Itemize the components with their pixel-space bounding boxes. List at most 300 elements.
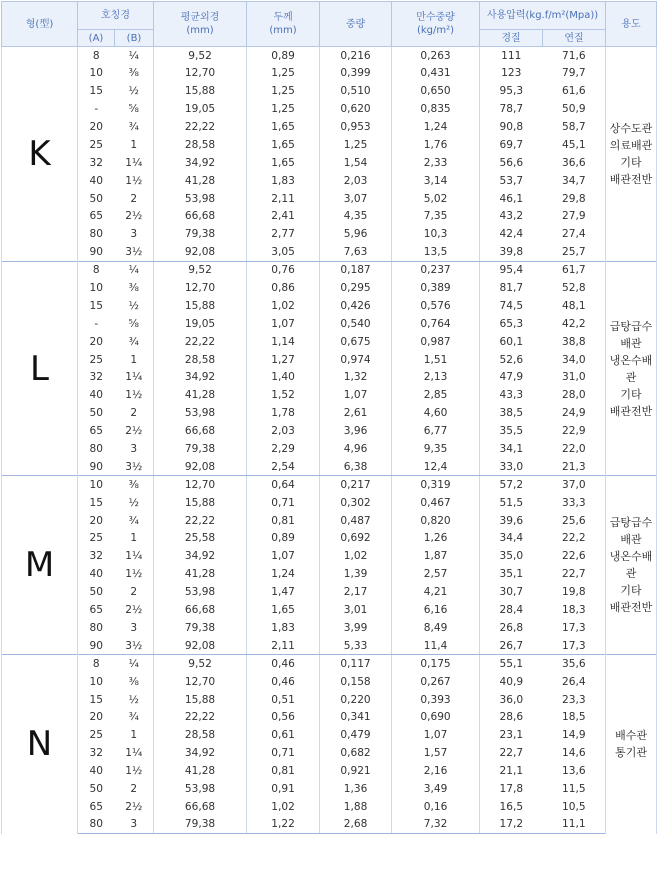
cell-nominal-b: 1 [115, 530, 154, 548]
cell-pressure-hard: 74,5 [480, 297, 543, 315]
cell-weight: 1,88 [320, 798, 392, 816]
cell-pressure-hard: 40,9 [480, 673, 543, 691]
header-type: 형(型) [2, 2, 78, 47]
header-nominal-b: (B) [115, 30, 154, 47]
cell-water-weight: 0,690 [392, 708, 480, 726]
cell-weight: 0,510 [320, 82, 392, 100]
cell-weight: 3,99 [320, 619, 392, 637]
cell-weight: 4,96 [320, 440, 392, 458]
cell-nominal-a: 90 [78, 637, 115, 655]
table-header [2, 2, 657, 47]
usage-line: 기타 [620, 155, 642, 169]
cell-water-weight: 0,237 [392, 261, 480, 279]
cell-pressure-soft: 45,1 [543, 136, 606, 154]
table-row [2, 404, 657, 422]
cell-avg-od: 28,58 [154, 726, 247, 744]
cell-thickness: 1,83 [247, 619, 320, 637]
table-row [2, 726, 657, 744]
cell-pressure-soft: 58,7 [543, 118, 606, 136]
cell-pressure-hard: 22,7 [480, 744, 543, 762]
cell-pressure-hard: 111 [480, 47, 543, 65]
cell-pressure-soft: 24,9 [543, 404, 606, 422]
cell-avg-od: 66,68 [154, 208, 247, 226]
table-row [2, 261, 657, 279]
cell-nominal-b: 1½ [115, 386, 154, 404]
cell-water-weight: 0,576 [392, 297, 480, 315]
cell-water-weight: 1,26 [392, 530, 480, 548]
cell-pressure-soft: 25,6 [543, 512, 606, 530]
usage-line: 의료배관 [609, 138, 653, 152]
cell-water-weight: 0,835 [392, 100, 480, 118]
usage-line: 급탕급수배관 [609, 319, 653, 350]
cell-nominal-a: 50 [78, 583, 115, 601]
cell-nominal-a: 80 [78, 225, 115, 243]
cell-nominal-a: 80 [78, 440, 115, 458]
cell-thickness: 1,24 [247, 565, 320, 583]
cell-water-weight: 0,393 [392, 691, 480, 709]
usage-line: 통기관 [615, 746, 647, 760]
cell-nominal-a: 20 [78, 333, 115, 351]
cell-avg-od: 12,70 [154, 673, 247, 691]
cell-pressure-soft: 14,9 [543, 726, 606, 744]
cell-nominal-a: 8 [78, 655, 115, 673]
cell-water-weight: 3,49 [392, 780, 480, 798]
cell-nominal-b: 3 [115, 619, 154, 637]
cell-nominal-a: 40 [78, 762, 115, 780]
cell-pressure-hard: 95,4 [480, 261, 543, 279]
cell-thickness: 1,02 [247, 297, 320, 315]
cell-pressure-hard: 95,3 [480, 82, 543, 100]
cell-pressure-soft: 61,7 [543, 261, 606, 279]
cell-avg-od: 41,28 [154, 762, 247, 780]
cell-nominal-b: 1 [115, 726, 154, 744]
cell-pressure-hard: 78,7 [480, 100, 543, 118]
cell-nominal-a: 90 [78, 243, 115, 261]
cell-nominal-b: ¼ [115, 47, 154, 65]
cell-avg-od: 19,05 [154, 315, 247, 333]
cell-nominal-a: 15 [78, 82, 115, 100]
cell-thickness: 2,29 [247, 440, 320, 458]
cell-avg-od: 79,38 [154, 816, 247, 834]
cell-water-weight: 0,650 [392, 82, 480, 100]
cell-pressure-soft: 22,2 [543, 530, 606, 548]
cell-nominal-a: 80 [78, 816, 115, 834]
cell-thickness: 0,86 [247, 279, 320, 297]
cell-avg-od: 34,92 [154, 744, 247, 762]
cell-water-weight: 2,57 [392, 565, 480, 583]
cell-weight: 5,96 [320, 225, 392, 243]
type-label: L [2, 261, 78, 476]
cell-nominal-a: 25 [78, 530, 115, 548]
cell-avg-od: 28,58 [154, 351, 247, 369]
cell-pressure-soft: 11,1 [543, 816, 606, 834]
type-label: N [2, 655, 78, 834]
cell-avg-od: 22,22 [154, 333, 247, 351]
cell-thickness: 1,52 [247, 386, 320, 404]
cell-water-weight: 1,87 [392, 547, 480, 565]
cell-weight: 0,117 [320, 655, 392, 673]
cell-weight: 2,03 [320, 172, 392, 190]
table-row [2, 351, 657, 369]
cell-nominal-a: 50 [78, 780, 115, 798]
usage-line: 냉온수배관 [609, 353, 653, 384]
cell-water-weight: 12,4 [392, 458, 480, 476]
cell-nominal-b: 2½ [115, 208, 154, 226]
cell-nominal-b: 2½ [115, 798, 154, 816]
header-thickness [247, 2, 320, 47]
cell-avg-od: 92,08 [154, 637, 247, 655]
cell-pressure-soft: 25,7 [543, 243, 606, 261]
header-usage: 용도 [606, 2, 657, 47]
cell-weight: 0,540 [320, 315, 392, 333]
cell-water-weight: 9,35 [392, 440, 480, 458]
cell-water-weight: 7,35 [392, 208, 480, 226]
cell-nominal-a: 32 [78, 154, 115, 172]
cell-weight: 0,675 [320, 333, 392, 351]
table-row [2, 762, 657, 780]
cell-thickness: 2,77 [247, 225, 320, 243]
cell-avg-od: 15,88 [154, 297, 247, 315]
cell-nominal-a: 65 [78, 422, 115, 440]
cell-weight: 1,32 [320, 369, 392, 387]
cell-water-weight: 0,175 [392, 655, 480, 673]
cell-pressure-hard: 21,1 [480, 762, 543, 780]
cell-thickness: 0,89 [247, 47, 320, 65]
cell-weight: 0,158 [320, 673, 392, 691]
copper-pipe-spec-table [1, 1, 657, 834]
cell-avg-od: 53,98 [154, 780, 247, 798]
cell-avg-od: 53,98 [154, 190, 247, 208]
cell-pressure-hard: 43,2 [480, 208, 543, 226]
header-thickness-unit: (mm) [269, 25, 297, 36]
cell-nominal-a: 10 [78, 279, 115, 297]
table-row [2, 208, 657, 226]
cell-nominal-a: 10 [78, 64, 115, 82]
cell-nominal-a: 90 [78, 458, 115, 476]
cell-pressure-soft: 34,7 [543, 172, 606, 190]
cell-thickness: 2,54 [247, 458, 320, 476]
cell-thickness: 0,46 [247, 673, 320, 691]
table-row [2, 512, 657, 530]
cell-thickness: 0,64 [247, 476, 320, 494]
cell-water-weight: 0,431 [392, 64, 480, 82]
header-soft: 연질 [543, 30, 606, 47]
cell-water-weight: 0,389 [392, 279, 480, 297]
cell-pressure-hard: 28,4 [480, 601, 543, 619]
cell-nominal-a: 8 [78, 261, 115, 279]
cell-weight: 0,426 [320, 297, 392, 315]
cell-pressure-hard: 46,1 [480, 190, 543, 208]
cell-nominal-a: 20 [78, 512, 115, 530]
cell-water-weight: 6,16 [392, 601, 480, 619]
cell-avg-od: 25,58 [154, 530, 247, 548]
cell-pressure-hard: 52,6 [480, 351, 543, 369]
table-row [2, 154, 657, 172]
cell-pressure-soft: 26,4 [543, 673, 606, 691]
cell-avg-od: 66,68 [154, 601, 247, 619]
cell-pressure-soft: 61,6 [543, 82, 606, 100]
table-row [2, 565, 657, 583]
cell-avg-od: 15,88 [154, 494, 247, 512]
cell-pressure-soft: 19,8 [543, 583, 606, 601]
table-row [2, 601, 657, 619]
cell-water-weight: 6,77 [392, 422, 480, 440]
cell-pressure-soft: 27,4 [543, 225, 606, 243]
cell-water-weight: 1,51 [392, 351, 480, 369]
cell-thickness: 0,91 [247, 780, 320, 798]
cell-nominal-b: 1¼ [115, 744, 154, 762]
cell-pressure-hard: 36,0 [480, 691, 543, 709]
cell-pressure-soft: 50,9 [543, 100, 606, 118]
cell-avg-od: 9,52 [154, 47, 247, 65]
table-row [2, 225, 657, 243]
cell-avg-od: 19,05 [154, 100, 247, 118]
cell-weight: 6,38 [320, 458, 392, 476]
cell-nominal-a: 25 [78, 351, 115, 369]
cell-water-weight: 0,764 [392, 315, 480, 333]
cell-nominal-b: 1¼ [115, 547, 154, 565]
cell-nominal-a: 65 [78, 798, 115, 816]
cell-water-weight: 0,987 [392, 333, 480, 351]
cell-weight: 0,479 [320, 726, 392, 744]
cell-nominal-a: 8 [78, 47, 115, 65]
cell-nominal-b: ⅜ [115, 673, 154, 691]
cell-pressure-soft: 21,3 [543, 458, 606, 476]
cell-weight: 2,17 [320, 583, 392, 601]
cell-thickness: 1,65 [247, 601, 320, 619]
cell-pressure-hard: 65,3 [480, 315, 543, 333]
cell-pressure-hard: 90,8 [480, 118, 543, 136]
cell-pressure-soft: 22,9 [543, 422, 606, 440]
cell-nominal-b: ¼ [115, 655, 154, 673]
cell-nominal-a: 50 [78, 404, 115, 422]
cell-weight: 0,487 [320, 512, 392, 530]
cell-pressure-hard: 17,2 [480, 816, 543, 834]
table-row [2, 64, 657, 82]
usage-cell [606, 476, 657, 655]
type-label: M [2, 476, 78, 655]
table-row [2, 655, 657, 673]
cell-avg-od: 28,58 [154, 136, 247, 154]
cell-thickness: 1,65 [247, 136, 320, 154]
cell-avg-od: 41,28 [154, 172, 247, 190]
cell-pressure-hard: 35,1 [480, 565, 543, 583]
cell-pressure-hard: 17,8 [480, 780, 543, 798]
cell-weight: 3,07 [320, 190, 392, 208]
cell-pressure-soft: 14,6 [543, 744, 606, 762]
cell-pressure-soft: 18,3 [543, 601, 606, 619]
cell-water-weight: 8,49 [392, 619, 480, 637]
table-row [2, 798, 657, 816]
cell-weight: 3,01 [320, 601, 392, 619]
cell-thickness: 0,81 [247, 512, 320, 530]
cell-nominal-b: ⅜ [115, 64, 154, 82]
cell-nominal-a: 20 [78, 708, 115, 726]
cell-weight: 0,974 [320, 351, 392, 369]
table-row [2, 386, 657, 404]
cell-thickness: 1,83 [247, 172, 320, 190]
cell-pressure-hard: 35,0 [480, 547, 543, 565]
cell-weight: 0,682 [320, 744, 392, 762]
cell-avg-od: 9,52 [154, 261, 247, 279]
table-row [2, 458, 657, 476]
cell-thickness: 1,22 [247, 816, 320, 834]
cell-weight: 0,953 [320, 118, 392, 136]
cell-nominal-b: ⅝ [115, 100, 154, 118]
cell-nominal-b: ½ [115, 82, 154, 100]
cell-nominal-a: 10 [78, 476, 115, 494]
cell-nominal-a: 40 [78, 172, 115, 190]
cell-thickness: 0,46 [247, 655, 320, 673]
cell-nominal-b: 3 [115, 440, 154, 458]
cell-pressure-soft: 18,5 [543, 708, 606, 726]
cell-thickness: 0,71 [247, 744, 320, 762]
cell-pressure-soft: 17,3 [543, 637, 606, 655]
cell-pressure-soft: 37,0 [543, 476, 606, 494]
header-avg-od-unit: (mm) [186, 25, 214, 36]
cell-avg-od: 66,68 [154, 422, 247, 440]
cell-nominal-b: ⅜ [115, 279, 154, 297]
cell-thickness: 2,11 [247, 637, 320, 655]
cell-thickness: 1,65 [247, 118, 320, 136]
cell-pressure-soft: 10,5 [543, 798, 606, 816]
cell-avg-od: 79,38 [154, 225, 247, 243]
cell-avg-od: 15,88 [154, 691, 247, 709]
cell-thickness: 1,78 [247, 404, 320, 422]
cell-pressure-hard: 34,4 [480, 530, 543, 548]
table-row [2, 243, 657, 261]
cell-water-weight: 1,24 [392, 118, 480, 136]
table-row [2, 315, 657, 333]
cell-pressure-soft: 35,6 [543, 655, 606, 673]
cell-pressure-soft: 23,3 [543, 691, 606, 709]
cell-thickness: 2,11 [247, 190, 320, 208]
cell-pressure-hard: 57,2 [480, 476, 543, 494]
cell-weight: 1,54 [320, 154, 392, 172]
cell-thickness: 0,51 [247, 691, 320, 709]
cell-nominal-b: 1½ [115, 762, 154, 780]
header-thickness-label: 두께 [273, 12, 293, 23]
cell-nominal-b: 3½ [115, 637, 154, 655]
cell-thickness: 1,27 [247, 351, 320, 369]
cell-nominal-b: ½ [115, 494, 154, 512]
cell-pressure-hard: 35,5 [480, 422, 543, 440]
cell-pressure-soft: 11,5 [543, 780, 606, 798]
cell-avg-od: 34,92 [154, 154, 247, 172]
table-row [2, 619, 657, 637]
cell-pressure-hard: 81,7 [480, 279, 543, 297]
cell-pressure-hard: 43,3 [480, 386, 543, 404]
table-row [2, 583, 657, 601]
cell-pressure-soft: 31,0 [543, 369, 606, 387]
cell-nominal-a: 15 [78, 691, 115, 709]
usage-line: 기타 [620, 584, 642, 598]
usage-line: 냉온수배관 [609, 550, 653, 581]
cell-pressure-hard: 69,7 [480, 136, 543, 154]
table-row [2, 422, 657, 440]
cell-thickness: 1,40 [247, 369, 320, 387]
header-water-weight [392, 2, 480, 47]
cell-pressure-soft: 34,0 [543, 351, 606, 369]
cell-nominal-b: 1½ [115, 565, 154, 583]
cell-thickness: 1,07 [247, 315, 320, 333]
cell-nominal-a: 65 [78, 208, 115, 226]
cell-pressure-hard: 34,1 [480, 440, 543, 458]
cell-weight: 4,35 [320, 208, 392, 226]
usage-cell [606, 47, 657, 262]
cell-nominal-a: 15 [78, 494, 115, 512]
cell-water-weight: 2,85 [392, 386, 480, 404]
cell-weight: 3,96 [320, 422, 392, 440]
table-row [2, 530, 657, 548]
usage-line: 배관전반 [609, 601, 653, 615]
cell-water-weight: 3,14 [392, 172, 480, 190]
cell-nominal-a: - [78, 100, 115, 118]
cell-water-weight: 4,60 [392, 404, 480, 422]
cell-water-weight: 2,16 [392, 762, 480, 780]
header-water-weight-unit: (kg/m²) [416, 25, 455, 36]
table-row [2, 816, 657, 834]
table-row [2, 333, 657, 351]
cell-pressure-hard: 51,5 [480, 494, 543, 512]
cell-avg-od: 92,08 [154, 243, 247, 261]
cell-water-weight: 2,33 [392, 154, 480, 172]
cell-pressure-soft: 42,2 [543, 315, 606, 333]
cell-pressure-hard: 30,7 [480, 583, 543, 601]
cell-weight: 2,61 [320, 404, 392, 422]
cell-water-weight: 1,07 [392, 726, 480, 744]
cell-thickness: 0,81 [247, 762, 320, 780]
cell-pressure-hard: 23,1 [480, 726, 543, 744]
cell-nominal-a: 25 [78, 726, 115, 744]
type-label: K [2, 47, 78, 262]
cell-pressure-hard: 39,8 [480, 243, 543, 261]
header-avg-od [154, 2, 247, 47]
cell-nominal-b: 2 [115, 583, 154, 601]
cell-nominal-b: ¼ [115, 261, 154, 279]
cell-nominal-b: 1 [115, 136, 154, 154]
cell-water-weight: 0,319 [392, 476, 480, 494]
cell-pressure-hard: 26,7 [480, 637, 543, 655]
cell-nominal-b: 2 [115, 780, 154, 798]
cell-avg-od: 22,22 [154, 512, 247, 530]
cell-thickness: 3,05 [247, 243, 320, 261]
cell-thickness: 0,76 [247, 261, 320, 279]
header-pressure: 사용압력(kg.f/m²(Mpa)) [480, 2, 606, 30]
cell-avg-od: 34,92 [154, 547, 247, 565]
header-avg-od-label: 평균외경 [180, 12, 220, 23]
header-nominal: 호칭경 [78, 2, 154, 30]
table-row [2, 637, 657, 655]
cell-nominal-b: 3½ [115, 458, 154, 476]
cell-nominal-b: 2½ [115, 601, 154, 619]
cell-nominal-b: ¾ [115, 512, 154, 530]
cell-nominal-b: ¾ [115, 118, 154, 136]
cell-avg-od: 41,28 [154, 386, 247, 404]
cell-pressure-hard: 38,5 [480, 404, 543, 422]
cell-avg-od: 66,68 [154, 798, 247, 816]
cell-nominal-a: 20 [78, 118, 115, 136]
cell-nominal-a: 40 [78, 386, 115, 404]
cell-water-weight: 5,02 [392, 190, 480, 208]
cell-weight: 0,620 [320, 100, 392, 118]
cell-thickness: 1,02 [247, 798, 320, 816]
cell-nominal-b: ½ [115, 297, 154, 315]
cell-nominal-a: 15 [78, 297, 115, 315]
cell-nominal-b: ⅝ [115, 315, 154, 333]
cell-pressure-hard: 39,6 [480, 512, 543, 530]
cell-weight: 1,02 [320, 547, 392, 565]
